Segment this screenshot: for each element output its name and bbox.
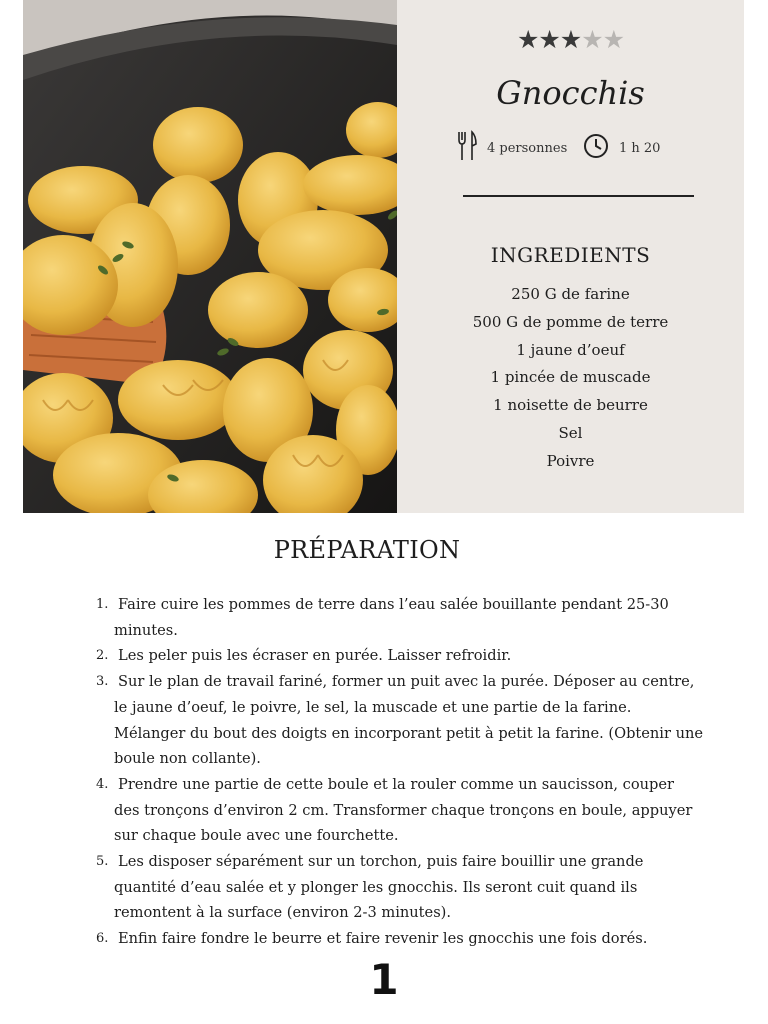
star-filled-icon: ★	[538, 25, 560, 54]
step-item	[96, 772, 704, 849]
preparation-steps	[96, 592, 704, 952]
step-number: 4.	[96, 776, 109, 792]
fork-knife-icon	[457, 130, 477, 166]
step-item	[96, 669, 704, 772]
ingredient-item: 500 G de pomme de terre	[472, 312, 669, 331]
step-text: Faire cuire les pommes de terre dans l’eau salée bouillante pendant 25-30 minutes.	[114, 596, 669, 639]
ingredient-item: Poivre	[546, 451, 595, 470]
time-label: 1 h 20	[619, 140, 661, 156]
preparation-title: PRÉPARATION	[273, 536, 461, 564]
step-text: Prendre une partie de cette boule et la rouler comme un saucisson, couper des tronçons d’environ 2 cm. Transformer chaque tronçons en boule, appuyer sur chaque boule avec une fourchette.	[114, 775, 693, 845]
step-text: Les disposer séparément sur un torchon, puis faire bouillir une grande quantité d’eau salée et y plonger les gnocchis. Ils seront cuit quand ils remontent à la surface (environ 2-3 minutes).	[114, 853, 644, 922]
gnocchi-photo	[23, 0, 397, 513]
star-filled-icon: ★	[559, 25, 582, 54]
gnocchi-illustration	[23, 0, 397, 513]
page-number: 1	[369, 955, 399, 1004]
step-text: Sur le plan de travail fariné, former un puit avec la purée. Déposer au centre, le jaune d’oeuf, le poivre, le sel, la muscade et une partie de la farine. Mélanger du bout des doigts en incorporant petit à petit la farine. (Obtenir une boule non collante).	[114, 673, 704, 768]
recipe-title: Gnocchis	[496, 74, 645, 112]
ingredient-item: 1 jaune d’oeuf	[516, 340, 625, 359]
cook-time	[583, 132, 660, 164]
clock-icon	[583, 133, 609, 163]
ingredient-item: 250 G de farine	[511, 285, 630, 303]
step-item	[96, 643, 704, 669]
recipe-meta	[397, 132, 744, 164]
ingredients-title: INGREDIENTS	[490, 243, 651, 267]
divider	[463, 195, 694, 197]
ingredient-item: 1 noisette de beurre	[493, 396, 648, 415]
step-number: 6.	[96, 931, 109, 947]
star-empty-icon: ★	[602, 25, 625, 54]
step-item	[96, 849, 704, 926]
step-text: Enfin faire fondre le beurre et faire revenir les gnocchis une fois dorés.	[118, 930, 648, 948]
servings-label: 4 personnes	[487, 140, 568, 156]
step-number: 3.	[96, 674, 109, 690]
step-number: 1.	[96, 597, 109, 612]
star-empty-icon: ★	[581, 25, 603, 54]
step-item	[96, 592, 704, 643]
recipe-card	[397, 0, 744, 513]
rating-stars	[397, 26, 744, 54]
step-number: 5.	[96, 854, 109, 870]
step-text: Les peler puis les écraser en purée. Laisser refroidir.	[118, 647, 512, 665]
ingredients-list	[397, 281, 744, 476]
ingredient-item: 1 pincée de muscade	[490, 368, 651, 387]
servings	[457, 132, 567, 164]
ingredient-item: Sel	[558, 423, 583, 442]
step-item	[96, 926, 704, 952]
step-number: 2.	[96, 648, 109, 664]
star-filled-icon: ★	[516, 25, 539, 54]
